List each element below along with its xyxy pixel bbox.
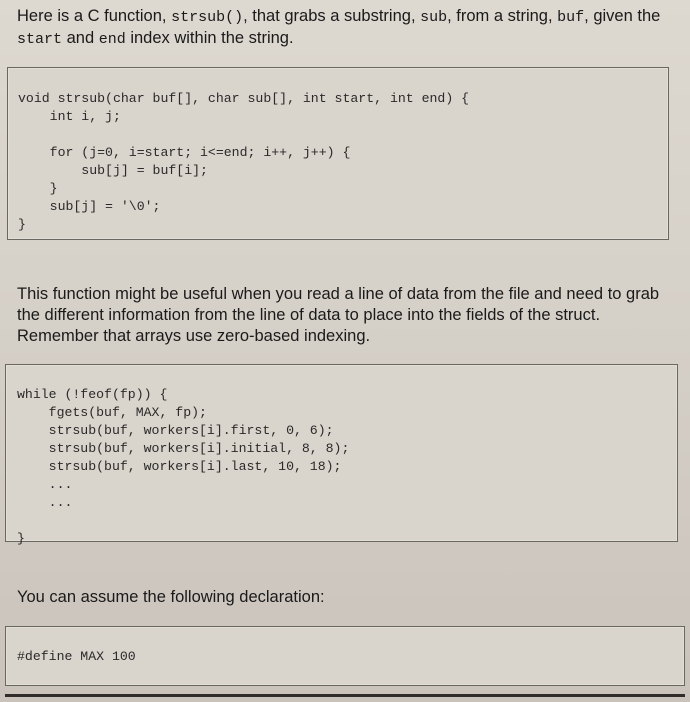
end-param-name: end <box>98 31 126 48</box>
usage-paragraph: This function might be useful when you read a line of data from the file and need to grab the different information from the line of data to place into the fields of the struct. Remember that arrays use zero-based indexing. <box>17 285 660 345</box>
strsub-code: void strsub(char buf[], char sub[], int start, int end) { int i, j; for (j=0, i=start; i<=end; i++, j++) { sub[j] = buf[i]; } sub[j] = '\0'; } <box>18 91 470 232</box>
usage-code-box <box>5 364 678 546</box>
declaration-code-box <box>5 626 685 686</box>
intro-text-1: Here is a C function, <box>17 7 172 25</box>
intro-text-3: , from a string, <box>447 7 558 25</box>
intro-paragraph <box>17 6 667 50</box>
usage-code: while (!feof(fp)) { fgets(buf, MAX, fp); strsub(buf, workers[i].first, 0, 6); strsub(buf, workers[i].initial, 8, 8); strsub(buf, workers[i].last, 10, 18); ... ... } <box>17 387 350 546</box>
declaration-code: #define MAX 100 <box>17 649 136 664</box>
intro-text-6: index within the string. <box>125 29 294 47</box>
strsub-code-box <box>7 67 669 240</box>
start-param-name: start <box>17 31 63 48</box>
intro-text-5: and <box>62 29 99 47</box>
function-name: strsub() <box>171 9 244 26</box>
declaration-paragraph: You can assume the following declaration: <box>17 588 325 606</box>
bottom-divider <box>5 694 685 697</box>
sub-param-name: sub <box>420 9 448 26</box>
intro-text-4: , given the <box>584 7 661 25</box>
buf-param-name: buf <box>557 9 585 26</box>
intro-text-2: , that grabs a substring, <box>243 7 421 25</box>
